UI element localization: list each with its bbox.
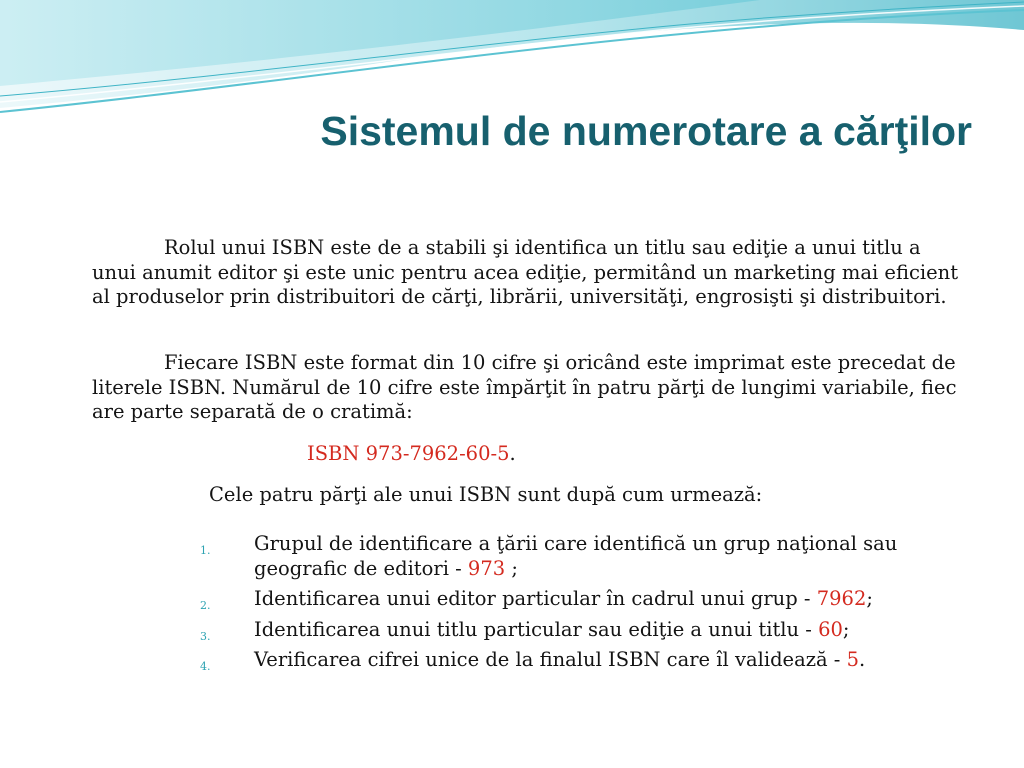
isbn-parts-list: [200, 532, 980, 679]
list-item-suffix: .: [859, 648, 866, 671]
isbn-example-suffix: .: [509, 442, 516, 465]
list-item-number: 2.: [200, 599, 211, 612]
paragraph-isbn-format-text: Fiecare ISBN este format din 10 cifre şi oricând este imprimat este precedat de literele ISBN. Numărul de 10 cifre este împărţit în patru părţi de lungimi variabile, fiec are parte separată de o cratimă:: [92, 351, 957, 423]
list-item-number: 1.: [200, 544, 211, 557]
list-item-text: Verificarea cifrei unice de la finalul ISBN care îl validează -: [254, 648, 847, 671]
parts-intro: Cele patru părţi ale unui ISBN sunt după cum urmează:: [209, 483, 763, 506]
list-item-text: Grupul de identificare a ţării care identifică un grup naţional sau geografic de editori -: [254, 532, 898, 580]
list-item-suffix: ;: [842, 617, 850, 641]
list-item-text: Identificarea unui editor particular în cadrul unui grup -: [254, 587, 817, 610]
list-item: [200, 532, 980, 581]
list-item-suffix: ;: [505, 556, 518, 580]
list-item-value: 973: [467, 556, 506, 580]
list-item: [200, 648, 980, 673]
list-item-suffix: ;: [866, 587, 873, 610]
list-item-value: 7962: [816, 587, 867, 610]
list-item: [200, 587, 980, 612]
list-item-text: Identificarea unui titlu particular sau ediţie a unui titlu -: [254, 617, 819, 641]
slide-title: Sistemul de numerotare a cărţilor: [320, 108, 972, 154]
paragraph-isbn-role: [92, 236, 962, 310]
list-item-number: 3.: [200, 629, 211, 643]
paragraph-isbn-role-text: Rolul unui ISBN este de a stabili şi identifica un titlu sau ediţie a unui titlu a unui anumit editor şi este unic pentru acea ediţie, permitând un marketing mai eficient al produselor prin distribuitori de cărţi, librării, universităţi, engrosişti şi distribuitori.: [92, 236, 959, 308]
list-item-value: 60: [818, 617, 843, 641]
list-item-number: 4.: [200, 660, 211, 673]
isbn-example-line: [307, 442, 516, 465]
paragraph-isbn-format: [92, 351, 962, 425]
list-item-value: 5: [846, 648, 860, 671]
list-item: [200, 618, 980, 643]
isbn-example: ISBN 973-7962-60-5: [307, 442, 510, 465]
